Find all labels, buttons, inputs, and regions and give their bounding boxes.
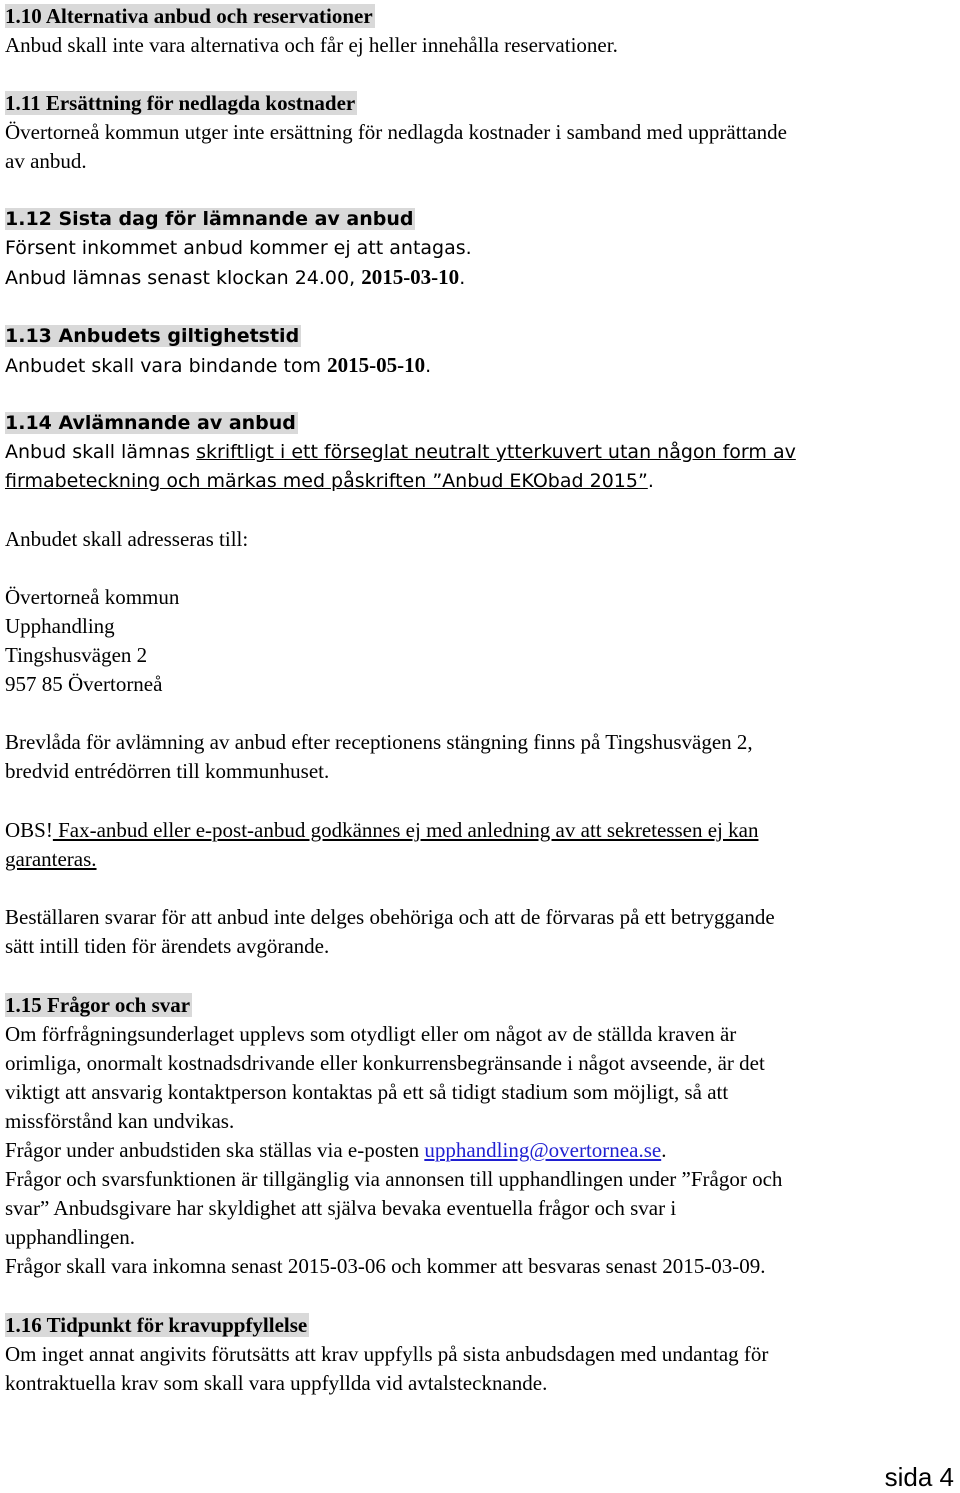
section-1-11-line-2: av anbud. bbox=[5, 149, 87, 173]
section-1-10-heading: 1.10 Alternativa anbud och reservationer bbox=[5, 4, 373, 28]
section-1-13-heading: 1.13 Anbudets giltighetstid bbox=[5, 325, 300, 347]
section-1-15-p1-line: missförstånd kan undvikas. bbox=[5, 1109, 235, 1133]
obs-label: OBS! bbox=[5, 818, 53, 842]
address-line: Övertorneå kommun bbox=[5, 585, 180, 609]
section-1-15-p2-line: upphandlingen. bbox=[5, 1225, 136, 1249]
deadline-date: 2015-03-10 bbox=[361, 265, 460, 289]
section-1-16-line-2: kontraktuella krav som skall vara uppfyllda vid avtalstecknande. bbox=[5, 1371, 548, 1395]
section-1-10-text: Anbud skall inte vara alternativa och får ej heller innehålla reservationer. bbox=[5, 33, 618, 57]
section-1-14-heading: 1.14 Avlämnande av anbud bbox=[5, 412, 296, 434]
address-line: Tingshusvägen 2 bbox=[5, 643, 148, 667]
section-1-11-heading: 1.11 Ersättning för nedlagda kostnader bbox=[5, 91, 356, 115]
obs-line-1: OBS! Fax-anbud eller e-post-anbud godkännes ej med anledning av att sekretessen ej kan bbox=[5, 818, 759, 842]
address-line: 957 85 Övertorneå bbox=[5, 672, 163, 696]
section-1-15-p2-line: Frågor och svarsfunktionen är tillgänglig via annonsen till upphandlingen under ”Frågor och bbox=[5, 1167, 783, 1191]
section-1-15-deadline: Frågor skall vara inkomna senast 2015-03-06 och kommer att besvaras senast 2015-03-09. bbox=[5, 1254, 766, 1278]
section-1-14-line-2: firmabeteckning och märkas med påskriften ”Anbud EKObad 2015”. bbox=[5, 470, 654, 492]
section-1-11-line-1: Övertorneå kommun utger inte ersättning för nedlagda kostnader i samband med upprättande bbox=[5, 120, 788, 144]
mailbox-line-2: bredvid entrédörren till kommunhuset. bbox=[5, 759, 330, 783]
section-1-16-line-1: Om inget annat angivits förutsätts att krav uppfylls på sista anbudsdagen med undantag för bbox=[5, 1342, 769, 1366]
section-1-15-p1-line: Om förfrågningsunderlaget upplevs som otydligt eller om något av de ställda kraven är bbox=[5, 1022, 737, 1046]
secrecy-line-2: sätt intill tiden för ärendets avgörande. bbox=[5, 934, 330, 958]
secrecy-line-1: Beställaren svarar för att anbud inte delges obehöriga och att de förvaras på ett betryggande bbox=[5, 905, 775, 929]
section-1-16-heading: 1.16 Tidpunkt för kravuppfyllelse bbox=[5, 1313, 308, 1337]
address-intro: Anbudet skall adresseras till: bbox=[5, 527, 249, 551]
section-1-12-heading: 1.12 Sista dag för lämnande av anbud bbox=[5, 208, 414, 230]
address-line: Upphandling bbox=[5, 614, 115, 638]
section-1-12-line-1: Försent inkommet anbud kommer ej att antagas. bbox=[5, 237, 472, 259]
page-number: sida 4 bbox=[884, 1462, 954, 1492]
section-1-15-p1-line: viktigt att ansvarig kontaktperson kontaktas på ett så tidigt stadium som möjligt, så att bbox=[5, 1080, 729, 1104]
section-1-15-email-line: Frågor under anbudstiden ska ställas via e-posten upphandling@overtornea.se. bbox=[5, 1138, 667, 1162]
section-1-15-p2-line: svar” Anbudsgivare har skyldighet att själva bevaka eventuella frågor och svar i bbox=[5, 1196, 677, 1220]
section-1-12-line-2: Anbud lämnas senast klockan 24.00, 2015-03-10. bbox=[5, 265, 466, 289]
validity-date: 2015-05-10 bbox=[327, 353, 426, 377]
mailbox-line-1: Brevlåda för avlämning av anbud efter receptionens stängning finns på Tingshusvägen 2, bbox=[5, 730, 753, 754]
obs-line-2: garanteras. bbox=[5, 847, 97, 871]
section-1-13-text: Anbudet skall vara bindande tom 2015-05-10. bbox=[5, 353, 432, 377]
section-1-15-heading: 1.15 Frågor och svar bbox=[5, 993, 191, 1017]
email-link[interactable]: upphandling@overtornea.se bbox=[424, 1138, 662, 1162]
section-1-15-p1-line: orimliga, onormalt kostnadsdrivande eller konkurrensbegränsande i något avseende, är det bbox=[5, 1051, 765, 1075]
section-1-14-line-1: Anbud skall lämnas skriftligt i ett förseglat neutralt ytterkuvert utan någon form av bbox=[5, 441, 796, 463]
